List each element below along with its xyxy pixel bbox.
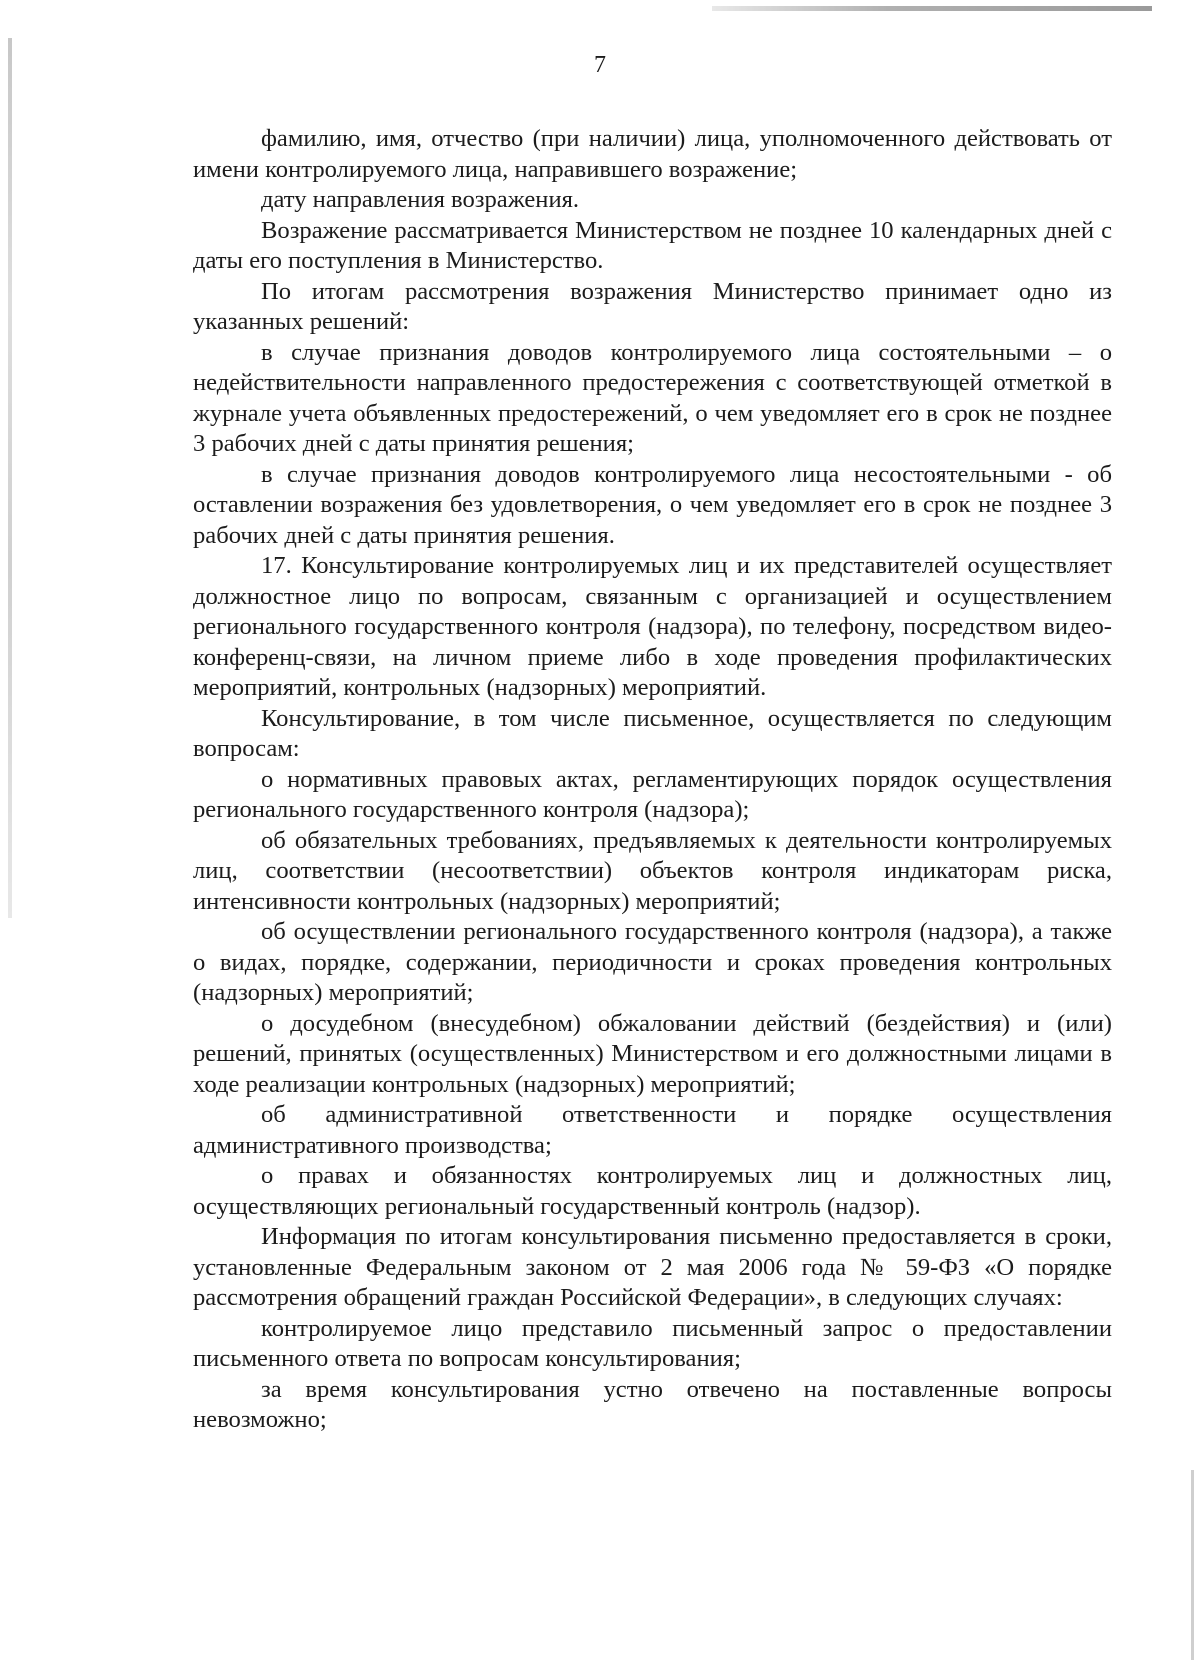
paragraph: дату направления возражения. — [261, 186, 580, 213]
paragraph: 17. Консультирование контролируемых лиц и их представителей осуществляет должностное лицо по вопросам, связанным с организацией и осуществлением регионального государственного контроля (надзора), по телефону, посредством видео-конференц-связи, на личном приеме либо в ходе проведения профилактических мероприятий, контрольных (надзорных) мероприятий. — [193, 552, 1112, 701]
paragraph: об обязательных требованиях, предъявляемых к деятельности контролируемых лиц, соответствии (несоответствии) объектов контроля индикаторам риска, интенсивности контрольных (надзорных) мероприятий; — [193, 826, 1112, 915]
paragraph: об осуществлении регионального государственного контроля (надзора), а также о видах, порядке, содержании, периодичности и сроках проведения контрольных (надзорных) мероприятий; — [193, 918, 1112, 1006]
scan-edge-top — [712, 6, 1152, 11]
paragraph: об административной ответственности и порядке осуществления административного производства; — [193, 1101, 1112, 1159]
paragraph: о нормативных правовых актах, регламентирующих порядок осуществления регионального государственного контроля (надзора); — [193, 765, 1112, 823]
paragraph: в случае признания доводов контролируемого лица несостоятельными - об оставлении возражения без удовлетворения, о чем уведомляет его в срок не позднее 3 рабочих дней с даты принятия решения. — [193, 460, 1112, 549]
scan-edge-right — [1191, 1470, 1194, 1660]
paragraph: контролируемое лицо представило письменный запрос о предоставлении письменного ответа по вопросам консультирования; — [193, 1314, 1112, 1372]
document-body — [193, 124, 1112, 1436]
paragraph: По итогам рассмотрения возражения Министерство принимает одно из указанных решений: — [193, 277, 1112, 335]
paragraph: Возражение рассматривается Министерством не позднее 10 календарных дней с даты его поступления в Министерство. — [193, 216, 1112, 274]
paragraph: фамилию, имя, отчество (при наличии) лица, уполномоченного действовать от имени контролируемого лица, направившего возражение; — [193, 125, 1112, 183]
paragraph: Информация по итогам консультирования письменно предоставляется в сроки, установленные Федеральным законом от 2 мая 2006 года № 59-ФЗ «О порядке рассмотрения обращений граждан Российской Федерации», в следующих случаях: — [193, 1223, 1112, 1311]
paragraph: о правах и обязанностях контролируемых лиц и должностных лиц, осуществляющих региональный государственный контроль (надзор). — [193, 1162, 1112, 1220]
paragraph: о досудебном (внесудебном) обжаловании действий (бездействия) и (или) решений, принятых (осуществленных) Министерством и его должностными лицами в ходе реализации контрольных (надзорных) мероприятий; — [193, 1009, 1112, 1098]
paragraph: за время консультирования устно отвечено на поставленные вопросы невозможно; — [193, 1375, 1112, 1433]
paragraph: Консультирование, в том числе письменное, осуществляется по следующим вопросам: — [193, 704, 1112, 762]
page-number: 7 — [594, 52, 606, 78]
paragraph: в случае признания доводов контролируемого лица состоятельными – о недействительности направленного предостережения с соответствующей отметкой в журнале учета объявленных предостережений, о чем уведомляет его в срок не позднее 3 рабочих дней с даты принятия решения; — [193, 338, 1112, 457]
scan-edge-left — [8, 38, 12, 918]
